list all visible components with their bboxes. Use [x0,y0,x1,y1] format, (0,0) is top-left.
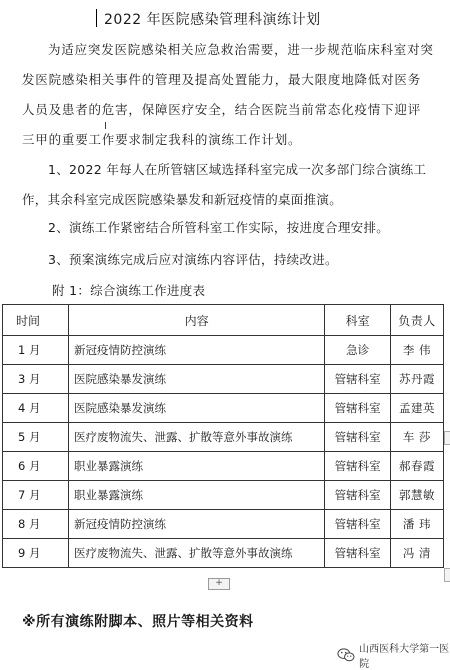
header-month[interactable]: 时间 [3,305,69,336]
cell-owner[interactable]: 苏丹霞 [390,365,443,394]
cell-dept[interactable]: 管辖科室 [325,510,391,539]
cell-dept[interactable]: 管辖科室 [325,539,391,568]
cell-content[interactable]: 医院感染暴发演练 [69,394,325,423]
cell-content[interactable]: 医院感染暴发演练 [69,365,325,394]
cell-month[interactable]: 5 月 [3,423,69,452]
cell-content[interactable]: 职业暴露演练 [69,452,325,481]
table-row [3,481,444,510]
intro-paragraph[interactable]: 为适应突发医院感染相关应急救治需要，进一步规范临床科室对突发医院感染相关事件的管理及提高处置能力，最大限度地降低对医务人员及患者的危害，保障医疗安全，结合医院当前常态化疫情下迎评三甲的重要工作要求制定我科的演练工作计划。 [22,42,434,147]
cell-month[interactable]: 7 月 [3,481,69,510]
cell-content[interactable]: 新冠疫情防控演练 [69,336,325,365]
plan-item-1[interactable]: 1、2022 年每人在所管辖区域选择科室完成一次多部门综合演练工作，其余科室完成医院感染暴发和新冠疫情的桌面推演。 [22,162,427,207]
wechat-icon [337,647,355,663]
cell-month[interactable]: 6 月 [3,452,69,481]
header-owner[interactable]: 负责人 [390,305,443,336]
cell-owner[interactable]: 潘 玮 [390,510,443,539]
cell-dept[interactable]: 管辖科室 [325,481,391,510]
table-row [3,423,444,452]
table-resize-handle[interactable] [444,568,450,582]
cell-owner[interactable]: 李 伟 [390,336,443,365]
progress-table[interactable] [2,304,444,568]
table-row [3,510,444,539]
cell-dept[interactable]: 管辖科室 [325,394,391,423]
table-row [3,539,444,568]
cell-content[interactable]: 医疗废物流失、泄露、扩散等意外事故演练 [69,423,325,452]
cell-dept[interactable]: 急诊 [325,336,391,365]
table-add-row-button[interactable]: + [208,578,230,590]
watermark [337,640,450,670]
footnote[interactable]: ※所有演练附脚本、照片等相关资料 [22,614,254,630]
document-title[interactable]: 2022 年医院感染管理科演练计划 [104,12,321,28]
header-content[interactable]: 内容 [69,305,325,336]
cell-dept[interactable]: 管辖科室 [325,423,391,452]
cell-month[interactable]: 8 月 [3,510,69,539]
table-resize-handle[interactable] [444,431,450,445]
table-row [3,336,444,365]
cell-owner[interactable]: 孟建英 [390,394,443,423]
plan-item-2[interactable]: 2、演练工作紧密结合所管科室工作实际，按进度合理安排。 [48,220,390,235]
cell-month[interactable]: 3 月 [3,365,69,394]
table-row [3,394,444,423]
cell-month[interactable]: 4 月 [3,394,69,423]
cell-month[interactable]: 9 月 [3,539,69,568]
text-cursor [96,9,97,27]
table-caption[interactable]: 附 1：综合演练工作进度表 [52,283,206,298]
cell-owner[interactable]: 车 莎 [390,423,443,452]
plan-item-3[interactable]: 3、预案演练完成后应对演练内容评估，持续改进。 [48,252,338,267]
cell-owner[interactable]: 冯 清 [390,539,443,568]
header-dept[interactable]: 科室 [325,305,391,336]
cell-content[interactable]: 职业暴露演练 [69,481,325,510]
cell-content[interactable]: 新冠疫情防控演练 [69,510,325,539]
cell-dept[interactable]: 管辖科室 [325,452,391,481]
cell-dept[interactable]: 管辖科室 [325,365,391,394]
ibeam-cursor-icon: I [104,121,107,132]
cell-month[interactable]: 1 月 [3,336,69,365]
watermark-text: 山西医科大学第一医院 [359,644,450,670]
table-row [3,365,444,394]
cell-owner[interactable]: 郝春霞 [390,452,443,481]
table-row [3,452,444,481]
cell-content[interactable]: 医疗废物流失、泄露、扩散等意外事故演练 [69,539,325,568]
table-header-row [3,305,444,336]
cell-owner[interactable]: 郭慧敏 [390,481,443,510]
